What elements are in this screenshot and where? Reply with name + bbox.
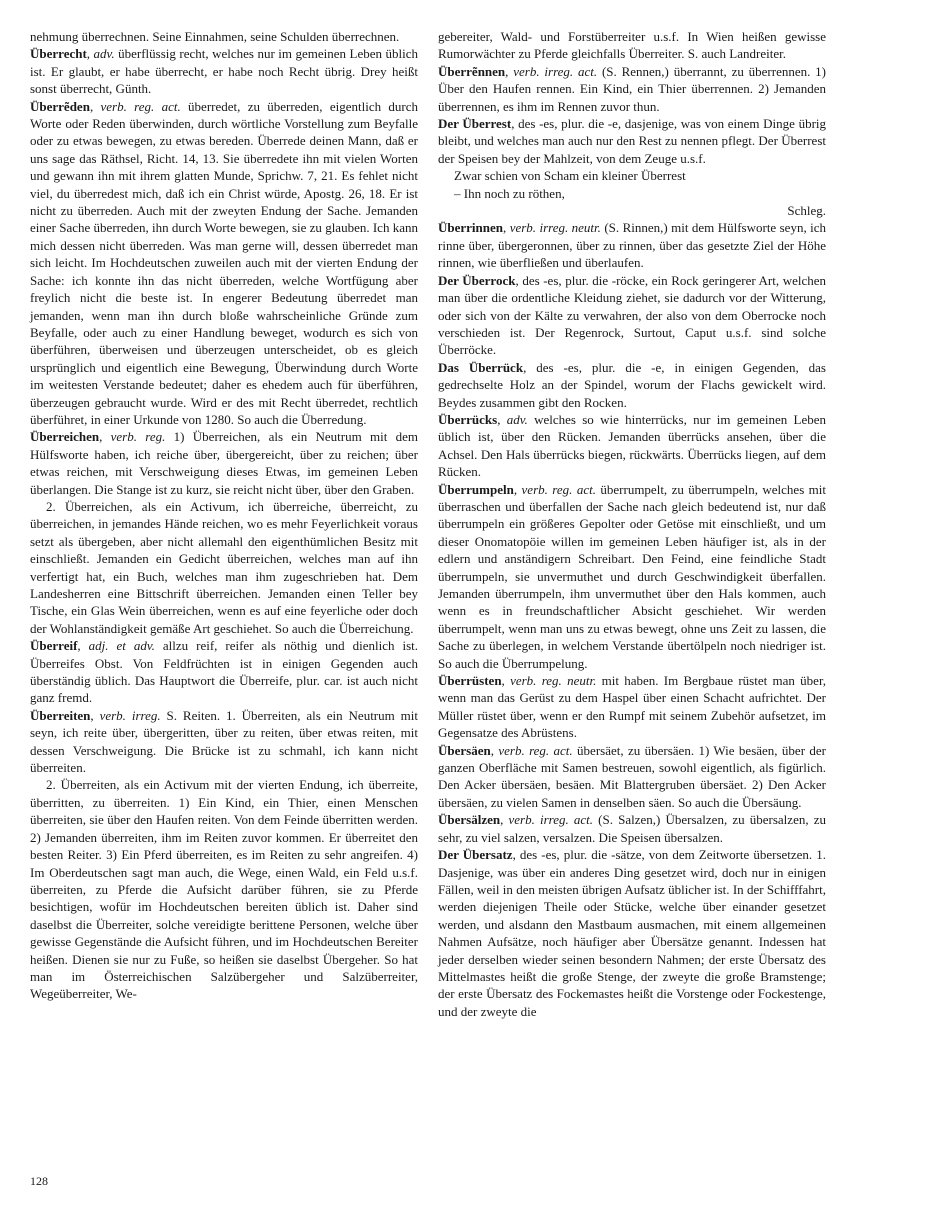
dictionary-entry: Überrücks, adv. welches so wie hinterrücks, nur im gemeinen Leben üblich ist, über den Rücken. Jemanden überrücks ansehen, über die Achsel. Den Hals überrücks biegen, rückwärts. Überrücks liegen, auf dem Rücken.	[438, 411, 827, 480]
page-number: 128	[30, 1174, 48, 1188]
dictionary-entry: Der Übersatz, des -es, plur. die -sätze, von dem Zeitworte übersetzen. 1. Dasjenige, was über ein anderes Ding gesetzet wird, doch nur in einigen Fällen, weil in den meisten übrigen Aufsatz üblicher ist. In der Schifffahrt, werden diejenigen Theile oder Stücke, welche über einander gesetzet werden, und alsdann den Mastbaum ausmachen, mit einem allgemeinen Nahmen Aufsätze, noch häufiger aber Übersätze genannt. Indessen hat jeder derselben wieder seinen besondern Nahmen; der erste Übersatz des Mittelmastes heißt die große Stenge, der zweyte die große Bramstenge; der erste Übersatz des Fockemastes heißt die Vorstenge oder Fockestenge, und der zweyte die	[438, 847, 826, 1019]
dictionary-entry: nehmung überrechnen. Seine Einnahmen, seine Schulden überrechnen.	[30, 29, 400, 44]
dictionary-entry: Überrumpeln, verb. reg. act. überrumpelt, zu überrumpeln, welches mit überraschen und überfallen der Sache nach gleich bedeutend ist, nur daß überrumpeln ein größeres Gepolter oder Getöse mit einschließt, und um dieser Onomatopöie willen im gemeinen Leben häufiger ist, als in der edlern und anständigern Schreibart. Den Feind, eine feindliche Stadt überrumpeln, sie unvermuthet und durch Geschwindigkeit überfallen. Jemanden überrumpeln, ihm unvermuthet über den Hals kommen, auch wenn es in freundschaftlicher Absicht geschiehet. Wir werden überrumpelt, wenn man uns zu etwas bewegt, ohne uns Zeit zu lassen, die Sache zu überlegen, in welchem Verstande übertölpeln noch niedriger ist. So auch die Überrumpelung.	[438, 481, 827, 671]
headword: Überrẽden	[30, 98, 90, 114]
grammar-label: verb. reg. neutr.	[510, 673, 597, 689]
grammar-label: adj. et adv.	[88, 638, 155, 654]
headword: Der Überrock	[438, 272, 516, 288]
dictionary-entry: Das Überrück, des -es, plur. die -e, in einigen Gegenden, das gedrechselte Holz an der Spindel, worum der Flachs gewickelt wird. Beydes zusammen gibt den Rocken.	[438, 359, 826, 410]
headword: Überreichen	[30, 429, 100, 445]
headword: Übersäen	[438, 742, 491, 758]
headword: Überrinnen	[438, 220, 503, 236]
headword: Überreiten	[30, 707, 91, 723]
grammar-label: verb. reg. act.	[100, 98, 181, 114]
grammar-label: adv.	[506, 411, 528, 427]
right-column	[438, 28, 826, 1020]
verse-line: Zwar schien von Scham ein kleiner Überrest	[454, 168, 686, 184]
headword: Überreif	[30, 638, 78, 654]
headword: Das Überrück	[438, 359, 524, 375]
dictionary-entry: Der Überrest, des -es, plur. die -e, dasjenige, was von einem Dinge übrig bleibt, und welches man auch nur den Rest zu nennen pflegt. Der Überrest der Speisen bey der Mahlzeit, von dem Zeuge u.s.f.	[438, 116, 827, 166]
grammar-label: adv.	[93, 46, 115, 62]
grammar-label: verb. reg. act.	[521, 481, 596, 497]
headword: Überrumpeln	[438, 481, 514, 497]
headword: Überrücks	[438, 411, 498, 427]
left-column	[30, 28, 418, 1003]
headword: Der Überrest	[438, 116, 512, 132]
dictionary-entry: Überrüsten, verb. reg. neutr. mit haben. Im Bergbaue rüstet man über, wenn man das Gerüst zu dem Haspel über einen Schacht aufrichtet. Der Müller rüstet über, wenn er den Rumpf mit seinem Zubehör aufsetzet, im Gegensatze des Abrüstens.	[438, 673, 826, 741]
dictionary-entry: gebereiter, Wald- und Forstüberreiter u.s.f. In Wien heißen gewisse Rumorwächter zu Pferde gleichfalls Überreiter. S. auch Landreiter.	[438, 29, 826, 62]
dictionary-entry: Überrecht, adv. überflüssig recht, welches nur im gemeinen Leben üblich ist. Er glaubt, er habe überrecht, er habe noch Recht übrig. Drey heißt sonst überrecht, Günth.	[30, 46, 418, 97]
headword: Der Übersatz	[438, 847, 513, 863]
headword: Überrüsten	[438, 673, 502, 689]
dictionary-entry: Übersälzen, verb. irreg. act. (S. Salzen,) Übersalzen, zu übersalzen, zu sehr, zu viel salzen, versalzen. Die Speisen übersalzen.	[438, 812, 826, 845]
dictionary-entry: Überrẽden, verb. reg. act. überredet, zu überreden, eigentlich durch Worte oder Reden überwinden, durch wörtliche Vorstellung zum Beyfalle oder zu etwas bewegen, zu etwas bereden. Überrede deinen Mann, daß er uns sage das Räthsel, Richt. 14, 13. Sie überredete ihn mit vielen Worten und gewann ihn mit ihrem glatten Munde, Sprichw. 7, 21. Es fehlet nicht viel, du überredest mich, daß ich ein Christ würde, Apostg. 26, 18. Er ist nicht zu überreden. Auch mit der zweyten Endung der Sache. Jemanden einer Sache überreden, ihn durch Worte bewegen, sie zu glauben. Ich kann mich dessen nicht überreden. Was man gerne will, dessen überredet man sich leicht. Im Hochdeutschen zuweilen auch mit der vierten Endung der Sache: ich konnte ihn das nicht überreden, welche Wortfügung aber freylich nicht die beste ist. In engerer Bedeutung überredet man jemanden, wenn man ihn durch bloße wahrscheinliche Gründe zum Beyfalle, oder auch zu einer Handlung beweget, wodurch es sich von überführen, überweisen und überzeugen unterscheidet, ob es gleich ursprünglich und eigentlich eine Bewegung, Überwindung durch Worte im weitesten Verstande bedeutet; daher es ehedem auch für überführen, überzeugen gebraucht wurde. Wird er des mit Recht überredet, rechtlich überführet, in einer Urkunde von 1280. So auch die Überredung.	[30, 98, 419, 427]
verse-line: – Ihn noch zu röthen,	[454, 185, 565, 201]
dictionary-entry: Überreiten, verb. irreg. S. Reiten. 1. Überreiten, als ein Neutrum mit seyn, ich reite über, übergeritten, über zu reiten, über etwas reiten, mit dessen Verschweigung. Die Brücke ist zu schmahl, ich kann nicht überreiten.	[30, 707, 418, 776]
headword: Übersälzen	[438, 812, 501, 828]
dictionary-subentry: 2. Überreiten, als ein Activum mit der vierten Endung, ich überreite, überritten, zu überreiten. 1) Ein Kind, ein Thier, einen Menschen überreiten, sie über den Haufen reiten. Von dem Feinde überritten werden. 2) Jemanden überreiten, ihm im Reiten zuvor kommen. Er überreitet den besten Reiter. 3) Ein Pferd überreiten, es im Reiten zu sehr angreifen. 4) Im Oberdeutschen sagt man auch, die Wege, einen Wald, ein Feld u.s.f. überreiten, zu Pferde die Aufsicht darüber führen, sie zu Pferde besichtigen, wofür im Hochdeutschen bereiten üblich ist. Daher sind daselbst die Überreiter, solche vereidigte berittene Personen, welche über gewisse Gegenstände die Aufsicht führen, und im Hochdeutschen Bereiter heißen. Dienen sie nur zu Fuße, so heißen sie daselbst Übergeher. So hat man im Österreichischen Salzübergeher und Salzüberreiter, Wegeüberreiter, We-	[30, 777, 418, 1002]
grammar-label: verb. irreg. act.	[508, 812, 594, 828]
dictionary-entry: Überreif, adj. et adv. allzu reif, reifer als nöthig und dienlich ist. Überreifes Obst. Von Feldfrüchten ist in einigen Gegenden auch überständig üblich. Das Hauptwort die Überreife, plur. car. ist auch nicht ganz fremd.	[30, 638, 419, 706]
dictionary-entry: Der Überrock, des -es, plur. die -röcke, ein Rock geringerer Art, welchen man über die ordentliche Kleidung ziehet, sie dadurch vor der Witterung, oder sich von der Kälte zu verwahren, der also von dem Oberrocke noch verschieden ist. Der Regenrock, Surtout, Caput u.s.f. sind solche Überröcke.	[438, 272, 827, 358]
grammar-label: verb. irreg. act.	[513, 63, 598, 79]
headword: Überrecht	[30, 46, 87, 62]
dictionary-entry: Übersäen, verb. reg. act. übersäet, zu übersäen. 1) Wie besäen, über der ganzen Oberfläche mit Samen bestreuen, sowohl eigentlich, als figürlich. Den Acker übersäen, besäen. Mit Blattergruben übersäet. 2) Den Acker übersäen, zu vielen Samen in denselben säen. So auch die Übersäung.	[438, 742, 826, 810]
dictionary-subentry: 2. Überreichen, als ein Activum, ich überreiche, überreicht, zu überreichen, in jemandes Hände reichen, wo es mehr Feyerlichkeit voraus setzt als übergeben, aber nicht allemahl den eigenthümlichen Besitz mit einschließt. Jemanden ein Gedicht überreichen, welches man auf ihn verfertigt hat, ein Buch, welches man ihm zugeschrieben hat. Dem Landesherren eine Bittschrift überreichen. Jemanden einen Teller bey Tische, ein Glas Wein überreichen, wenn es auf eine feyerliche oder doch der Wohlanständigkeit gemäße Art geschiehet. So auch die Überreichung.	[30, 498, 418, 636]
verse-attribution: Schleg.	[787, 203, 826, 219]
grammar-label: verb. irreg. neutr.	[509, 220, 601, 236]
dictionary-entry: Überreichen, verb. reg. 1) Überreichen, als ein Neutrum mit dem Hülfsworte haben, ich reiche über, übergereicht, über zu reichen; über etwas reichen, mit Verschweigung dieses Etwas, im gemeinen Leben überlangen. Die Stange ist zu kurz, sie reicht nicht über, über den Graben.	[30, 429, 418, 497]
headword: Überrẽnnen	[438, 63, 506, 79]
dictionary-entry: Überrinnen, verb. irreg. neutr. (S. Rinnen,) mit dem Hülfsworte seyn, ich rinne über, übergeronnen, über zu rinnen, über das gesetzte Ziel der Höhe rinnen, wie überfließen und überlaufen.	[438, 220, 827, 271]
dictionary-entry: Überrẽnnen, verb. irreg. act. (S. Rennen,) überrannt, zu überrennen. 1) Über den Haufen rennen. Ein Kind, ein Thier überrennen. 2) Jemanden überrennen, es ihm im Rennen zuvor thun.	[438, 63, 827, 114]
grammar-label: verb. irreg.	[99, 707, 161, 723]
grammar-label: verb. reg. act.	[498, 742, 573, 758]
grammar-label: verb. reg.	[110, 429, 166, 445]
